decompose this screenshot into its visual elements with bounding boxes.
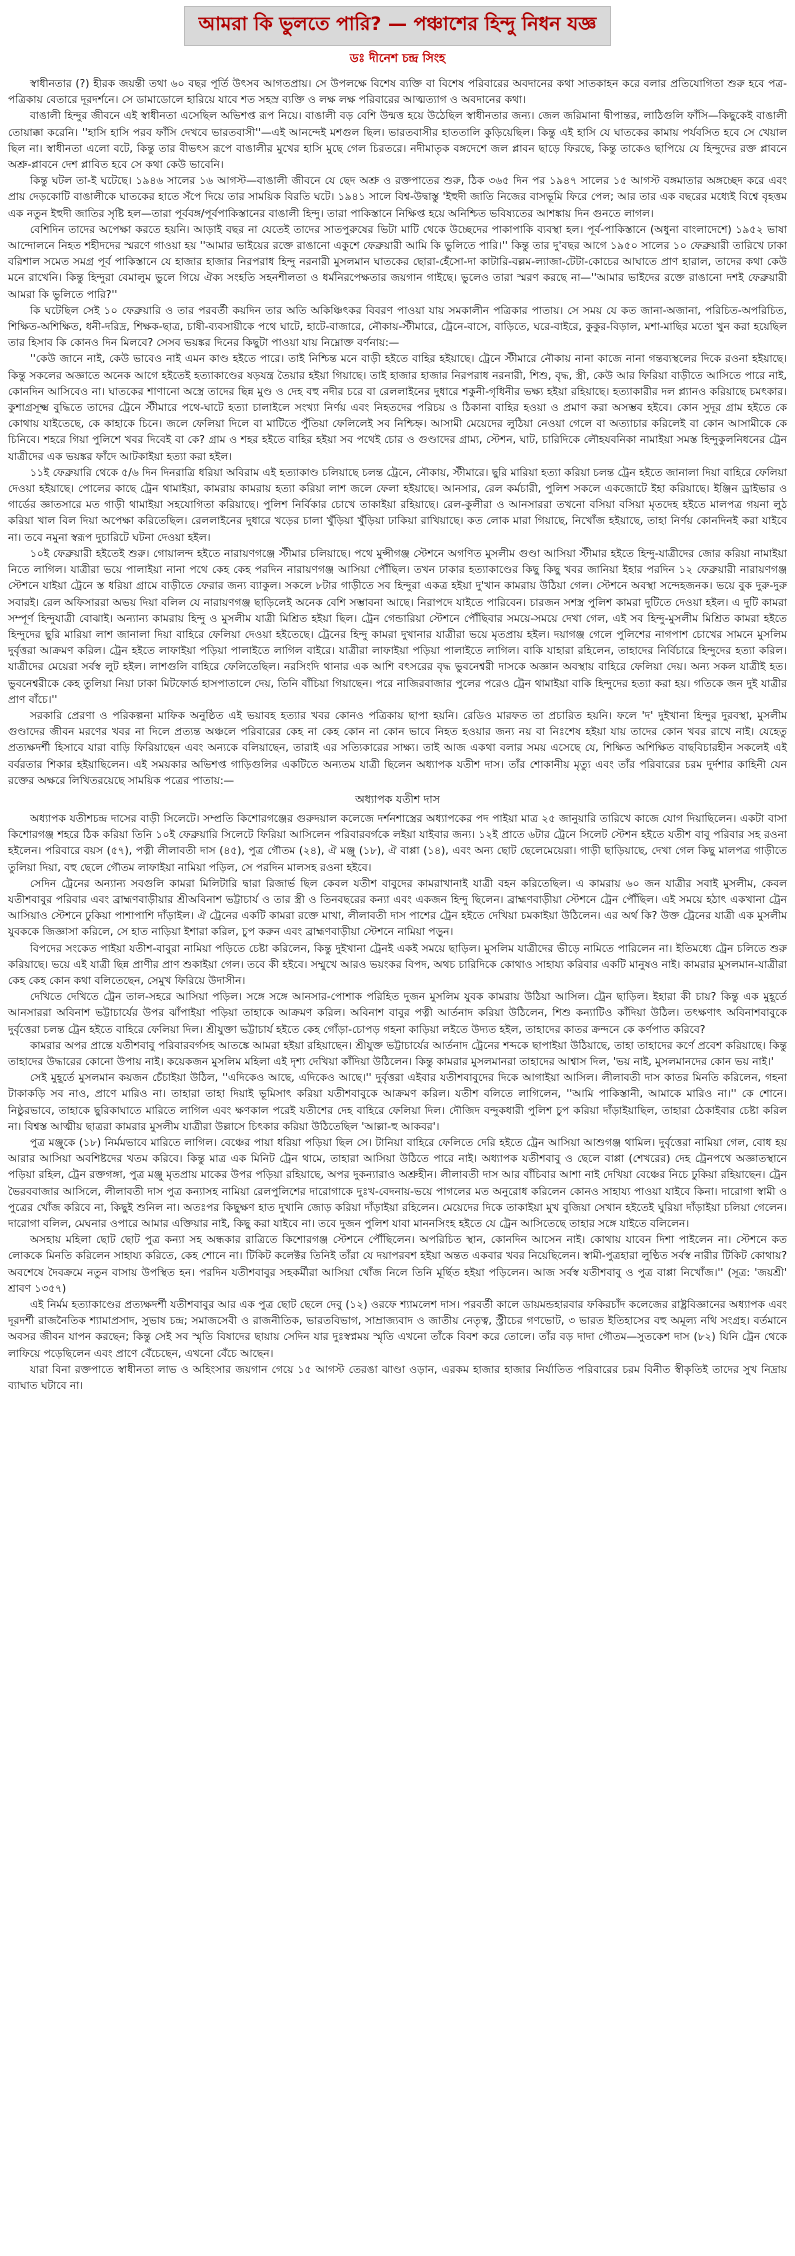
article-author: ডঃ দীনেশ চন্দ্র সিংহ bbox=[349, 51, 446, 65]
paragraph-15: সেই মুহূর্তে মুসলমান কয়জন চেঁচাইয়া উঠিল, ''এদিকেও আছে, এদিকেও আছে।'' দুর্বৃত্তরা এইবার যতীশবাবুদের দিকে আগাইয়া আসিল। লীলাবতী দাস কাতর মিনতি করিলেন, গহনা টাকাকড়ি সব নাও, প্রাণে মারিও না। তাহারা তাহা দিয়াই ভূমিসাৎ করিয়া যতীশবাবুকে আক্রমণ করিল। যতীশ বলিতে লাগিলেন, ''আমি পাকিস্তানী, আমাকে মারিও না।'' কে শোনে। নিষ্ঠুরভাবে, তাহাকে ছুরিকাঘাতে মারিতে লাগিল এবং ক্ষণকাল পরেই যতীশের দেহ বাহিরে ফেলিয়া দিল। দৌজিদ বন্দুকধারী পুলিশ চুপ করিয়া দাঁড়াইয়াছিল, তাহারা ঠেকাইবার চেষ্টা করিল না। বিশ্বস্ত আত্মীয় ছাত্ররা কামরার মুসলীম যাত্রীরা উল্লাসে চিৎকার করিয়া উঠিতেছিল 'আল্লা-হু আকবর'। bbox=[8, 1072, 787, 1133]
article-title: আমরা কি ভুলতে পারি? — পঞ্চাশের হিন্দু নিধন যজ্ঞ bbox=[184, 6, 612, 46]
paragraph-4: বেশিদিন তাদের অপেক্ষা করতে হয়নি। আড়াই বছর না যেতেই তাদের সাতপুরুষের ভিটা মাটি থেকে উচ্ছেদের পাকাপাকি ব্যবস্থা হল। পূর্ব-পাকিস্তানে (অধুনা বাংলাদেশে) ১৯৫২ ভাষা আন্দোলনে নিহত শহীদদের স্মরণে গাওয়া হয় ''আমার ভাইয়ের রক্তে রাঙানো একুশে ফেব্রুয়ারী আমি কি ভুলিতে পারি।'' কিন্তু তার দু'বছর আগে ১৯৫০ সালের ১০ ফেব্রুয়ারী তারিখে ঢাকা বরিশাল সমেত সমগ্র পূর্ব পাকিস্তানে যে হাজার হাজার নিরপরাধ হিন্দু নরনারী মুসলমান ঘাতকের ছোরা-হেঁসো-দা কাটারি-বল্লম-ল্যাজা-টেটা-কোচের আঘাতে প্রাণ হারাল, তাদের কথা কেউ মনে রাখেনি। কিন্তু হিন্দুরা বেমালুম ভুলে গিয়ে ঐক্য সংহতি সহনশীলতা ও ধর্মনিরপেক্ষতার জয়গান গাইছে। ভুলেও তারা স্মরণ করছে না—''আমার ভাইদের রক্তে রাঙানো দশই ফেব্রুয়ারী আমরা কি ভুলিতে পারি?'' bbox=[8, 223, 787, 301]
paragraph-3: কিন্তু ঘটল তা-ই ঘটেছে। ১৯৪৬ সালের ১৬ আগস্ট—বাঙালী জীবনে যে ছেদ অশ্রু ও রক্তপাতের শুরু, ঠিক ৩৬৫ দিন পর ১৯৪৭ সালের ১৫ আগস্ট বঙ্গমাতার অঙ্গচ্ছেদ করে এবং প্রায় দেড়কোটি বাঙালীকে ঘাতকের হাতে সঁপে দিয়ে তার সাময়িক বিরতি ঘটে। ১৯৪১ সালে বিশ্ব-উদ্বাস্তু 'ইহুদী জাতি নিজের বাসভূমি ফিরে পেল; আর তার এক বছরের মধ্যেই বিশ্বে বৃহত্তম এক নতুন ইহুদী জাতির সৃষ্টি হল—তারা পূর্ববঙ্গ/পূর্বপাকিস্তানের বাঙালী হিন্দু। তারা পাকিস্তানে নিক্ষিপ্ত হয়ে অনিশ্চিত ভবিষ্যতের আশঙ্কায় দিন গুনতে লাগল। bbox=[8, 175, 787, 220]
paragraph-6: ''কেউ জানে নাই, কেউ ভাবেও নাই এমন কাণ্ড হইতে পারে। তাই নিশ্চিন্ত মনে বাড়ী হইতে বাহির হইয়াছে। ট্রেনে স্টীমারে নৌকায় নানা কাজে নানা গন্তব্যস্থলের দিকে রওনা হইয়াছে। কিন্তু সকলের অজ্ঞাতে অনেক আগে হইতেই হত্যাকাণ্ডের ষড়যন্ত্র তৈয়ার হইয়া গিয়াছে। তাই হাজার হাজার নিরপরাধ নরনারী, শিশু, বৃদ্ধ, স্ত্রী, কেউ আর ফিরিয়া বাড়ীতে আসিতে পারে নাই, কোনদিন আসিবেও না। ঘাতকের শাণানো অস্ত্রে তাদের ছিন্ন মুণ্ড ও দেহ বহু নদীর চরে বা রেললাইনের দুধারে শকুনী-গৃধিনীর ভক্ষ্য হইয়া রহিয়াছে। হত্যাকারীর দল প্ল্যানও করিয়াছে চমৎকার। কুশাগ্রসূক্ষ্ম বুদ্ধিতে তাদের ট্রেনে স্টীমারে পথে-ঘাটে হত্যা চালাইলে সংখ্যা নির্ণয় এবং নিহতদের পরিচয় ও ঠিকানা বাহির হওয়া ও প্রমাণ করা অসম্ভব হইবে। কোন সুদূর গ্রাম হইতে কে কোথায় যাইতেছে, কে কাহাকে চিনে। জলে ফেলিয়া দিলে বা মাটিতে পুঁতিয়া ফেলিলেই সব নিশ্চিহ্ন। আসামী মেয়েদের লুঠিয়া নেওয়া গেলে বা অত্যাচার করিলেই বা কোন আসামীকে কে চিনিবে। শহরে গিয়া পুলিশে খবর দিবেই বা কে? গ্রাম ও শহর হইতে বাহির হইয়া সব পথেই চোর ও গুণ্ডাদের গ্রাম্য, স্টেশন, ঘাট, চারিদিকে লৌহযবনিকা নামাইয়া সমস্ত হিন্দুকুলনিধনের ট্রেন যাত্রীদের এক ভয়ঙ্কর ফাঁদে আটকাইয়া হত্যা করা হইল। bbox=[8, 353, 787, 463]
paragraph-12: বিপদের সংকেত পাইয়া যতীশ-বাবুরা নামিয়া পড়িতে চেষ্টা করিলেন, কিন্তু দুইখানা ট্রেনই একই সময়ে ছাড়িল। মুসলিম যাত্রীদের ভীড়ে নামিতে পারিলেন না। ইতিমধ্যে ট্রেন চলিতে শুরু করিয়াছে। ভয়ে এই যাত্রী ছিন্ন প্রাণীর প্রাণ শুকাইয়া গেল। তবে কী হইবে। সম্মুখে আরও ভয়ংকর বিপদ, অথচ চারিদিকে কোথাও সাহায্য করিবার একটি মানুষও নাই। কামরার মুসলমান-যাত্রীরা কেহ কেহ কোন কথা বলিতেছেন, সেমুখ ফিরিয়ে উদাসীন। bbox=[8, 942, 787, 987]
paragraph-16: পুত্র মঞ্জুকে (১৮) নির্মমভাবে মারিতে লাগিল। বেঞ্চের পায়া ধরিয়া পড়িয়া ছিল সে। টানিয়া বাহিরে ফেলিতে দেরি হইতে ট্রেন আসিয়া আশুগঞ্জ থামিল। দুর্বৃত্তেরা নামিয়া গেল, বোধ হয় আরার আসিয়া অবশিষ্টদের খতম করিবে। কিন্তু মাত্র এক মিনিট ট্রেন থামে, তাহারা আসিয়া উঠিতে পারে নাই। অধ্যাপক যতীশবাবু ও ছেলে বাপ্পা (শেখরের) দেহ ট্রেনপথে অজ্ঞাতস্থানে পড়িয়া রহিল, ট্রেন রক্তগঙ্গা, পুত্র মঞ্জু মৃতপ্রায় মাকের উপর পড়িয়া রহিয়াছে, অপর দুকন্যারাও অশ্রুহীন। লীলাবতী দাস আর বাঁচিবার আশা নাই দেখিয়া বেঞ্চের নিচে ঢুকিয়া রহিয়াছেন। ট্রেন ভৈরববাজার আসিলে, লীলাবতী দাস পুত্র কন্যাসহ নামিয়া রেলপুলিশের দারোগাকে দুঃখ-বেদনায়-ভয়ে পাগলের মত অনুরোধ করিলেন কোনও সাহায্য পাওয়া যাইবে কিনা। দারোগা স্বামী ও পুত্রের খোঁজ করিবে না, কিছুই শুনিল না। অতঃপর কিছুক্ষণ হাত দুখানি জোড় করিয়া দাঁড়াইয়া রহিলেন। মেয়েদের দিকে তাকাইয়া মুখ বুজিয়া সেখান হইতেই ঘুরিয়া দাঁড়াইয়া চলিয়া গেলেন। দারোগা বলিল, মেঘনার ওপারে আমার এক্তিয়ার নাই, কিছু করা যাইবে না। তবে দুজন পুলিশ যাবা মাননসিংহ হইতে যে ট্রেন আসিতেছে তাহার সঙ্গে যাইতে বলিলেন। bbox=[8, 1137, 787, 1231]
title-wrap bbox=[8, 6, 787, 46]
paragraph-1: স্বাধীনতার (?) হীরক জয়ন্তী তথা ৬০ বছর পূর্তি উৎসব আগতপ্রায়। সে উপলক্ষে বিশেষ ব্যক্তি বা বিশেষ পরিবারের অবদানের কথা সাতকাহন করে বলার প্রতিযোগিতা শুরু হবে পত্র-পত্রিকায় বেতারে দূরদর্শনে। সে ডামাডোলে হারিয়ে যাবে শত সহস্র ব্যক্তি ও লক্ষ লক্ষ পরিবারের আত্মত্যাগ ও অবদানের কথা। bbox=[8, 78, 787, 107]
paragraph-13: দেখিতে দেখিতে ট্রেন তাল-সহরে আসিয়া পড়িল। সঙ্গে সঙ্গে আনসার-পোশাক পরিহিত দুজন মুসলিম যুবক কামরায় উঠিয়া আসিল। ট্রেন ছাড়িল। ইহারা কী চায়? কিন্তু এক মুহূর্তে আনসাররা অবিনাশ ভট্টাচার্যের উপর ঝাঁপাইয়া পড়িয়া তাহাকে আক্রমণ করিল। অবিনাশ বাবুর পত্নী আর্তনাদ করিয়া উঠিলেন, শিশু কন্যাটিও কাঁদিয়া উঠিল। তৎক্ষণাৎ অবিনাশবাবুকে দুর্বৃত্তেরা চলন্ত ট্রেন হইতে বাহিরে ফেলিয়া দিল। শ্রীযুক্তা ভট্টাচার্য হইতে কেহ গোঁড়া-চোপড় গহনা কাড়িয়া লইতে উদ্যত হইল, তাহাদের কাতর ক্রন্দনে কে কর্ণপাত করিবে? bbox=[8, 991, 787, 1036]
paragraph-8: ১০ই ফেব্রুয়ারী হইতেই শুরু। গোয়ালন্দ হইতে নারায়ণগঞ্জে স্টীমার চলিয়াছে। পথে মুন্সীগঞ্জ স্টেশনে অগণিত মুসলীম গুণ্ডা আসিয়া স্টীমার হইতে হিন্দু-যাত্রীদের জোর করিয়া নামাইয়া নিতে লাগিল। যাত্রীরা ভয়ে পালাইয়া নানা পথে কেহ কেহ পরদিন নারায়ণগঞ্জ আসিয়া পৌঁছিল। তখন ঢাকার হত্যাকাণ্ডের কিছু কিছু খবর জানিয়া ইহার পরদিন ১২ ফেব্রুয়ারী নারায়ণগঞ্জ স্টেশনে যাইয়া ট্রেনে স্ত ধরিয়া গ্রামে বাড়ীতে ফেরার জন্য ব্যাকুল। সকলে ৮টার গাড়ীতে সব হিন্দুরা একত্র হইয়া দু'খান কামরায় উঠিয়া গেল। স্টেশনে অবস্থা সন্দেহজনক। ভয়ে বুক দুরু-দুরু সবারই। রেল অফিসাররা অভয় দিয়া বলিল যে নারায়ণগঞ্জ ছাড়িলেই অনেক বেশি সম্ভাবনা আছে। নিরাপদে যাইতে পারিবেন। চারজন সশস্ত্র পুলিশ কামরা দুটিতে দেওয়া হইল। এ দুটি কামরা সম্পূর্ণ হিন্দুযাত্রী বোঝাই। অন্যান্য কামরায় হিন্দু ও মুসলীম যাত্রী মিশ্রিত হইয়া ছিল। ট্রেন গেন্ডারিয়া স্টেশনে পৌঁছিবার সময়ে-সময়ে দেখা গেল, এই সব হিন্দু-মুসলীম মিশ্রিত কামরা হইতে হিন্দুদের ছুরি মারিয়া লাশ জানালা দিয়া বাহিরে ফেলিয়া দেওয়া হইতেছে। ট্রেনের হিন্দু কামরা দুখানার যাত্রীরা ভয়ে মৃতপ্রায় হইল। দয়াগঞ্জ গেলে পুলিশের নাগপাশ চোখের সামনে মুসলিম দুর্বৃত্তরা আক্রমণ করিল। ট্রেন হইতে লাফাইয়া পড়িয়া পালাইতে লাগিল বাইরে। যাত্রীরা লাফাইয়া পড়িয়া পালাইতে লাগিল। বাকি যাহারা রহিলেন, তাহাদের নির্বিচারে হিন্দুদের হত্যা করিল। যাত্রীদের মেয়েরা সর্বস্ব লুট হইল। লাশগুলি বাহিরে ফেলিতেছিল। নরসিংদি থানার এক আশি বৎসরের বৃদ্ধ ভুবনেশ্বরী দাসকে অজ্ঞান অবস্থায় বাহিরে ফেলিয়া দেয়। অন্য সকল যাত্রীই হত। ভুবনেশ্বরীকে কেহ তুলিয়া নিয়া ঢাকা মিটফোর্ড হাসপাতালে দেয়, তিনি বাঁচিয়া গিয়াছেন। পরে নাজিরবাজার পুলের পরেও ট্রেন থামাইয়া বাকি হিন্দুদের হত্যা করা হয়। গতিকে জন দুই যাত্রীর প্রাণ বাঁচে।'' bbox=[8, 547, 787, 706]
paragraph-10: অধ্যাপক যতীশচন্দ্র দাসের বাড়ী সিলেটে। সম্প্রতি কিশোরগঞ্জের গুরুদয়াল কলেজে দর্শনশাস্ত্রের অধ্যাপকের পদ পাইয়া মাত্র ২৫ জানুয়ারি তারিখে কাজে যোগ দিয়াছিলেন। একটা বাসা কিশোরগঞ্জ শহরে ঠিক করিয়া তিনি ১০ই ফেব্রুয়ারি সিলেটে ফিরিয়া আসিলেন পরিবারবর্গকে লইয়া যাইবার জন্য। ১২ই প্রাতে ৬টার ট্রেনে সিলেট স্টেশন হইতে যতীশ বাবু পরিবার সহ রওনা হইলেন। পরিবারে বয়স (৫৭), পত্নী লীলাবতী দাস (৪৫), পুত্র গৌতম (২৪), ঐ মঞ্জু (১৮), ঐ বাপ্পা (১৪), এবং অন্য ছোট ছেলেমেয়েরা। গাড়ী ছাড়িয়াছে, দেখা গেল কিছু মালপত্র গাড়ীতে তুলিয়া দিয়া, বহু ছেলে গৌতম লাফাইয়া নামিয়া পড়িল, সে পরদিন মালসহ রওনা হইবে। bbox=[8, 812, 787, 874]
section-subhead: অধ্যাপক যতীশ দাস bbox=[355, 792, 440, 806]
paragraph-18: এই নির্মম হত্যাকাণ্ডের প্রত্যক্ষদর্শী যতীশবাবুর আর এক পুত্র ছোট ছেলে দেবু (১২) ওরফে শ্যামলেশ দাস। পরবর্তী কালে ডায়মন্ডহারবার ফকিরচাঁদ কলেজের রাষ্ট্রবিজ্ঞানের অধ্যাপক এবং দূরদর্শী রাজনৈতিক শ্যামাপ্রসাদ, সুভাষ চন্দ্র; সমাজসেবী ও রাজনীতিক, ভারতবিভাগ, সাম্রাজ্যবাদ ও জাতীয় নেতৃত্ব, স্ট্রীচের গণভোট, ৩ ভারত ইতিহাসের বহু অমূল্য নথি সংগ্রহ। বর্তমানে অবসর জীবন যাপন করছেন; কিন্তু সেই সব স্মৃতি বিষাদের ছায়ায় সেদিন যার দুঃস্বপ্নময় স্মৃতি এখনো তাঁকে বিবশ করে তোলে। তাঁর বড় দাদা গৌতম—সুতকেশ দাস (৮২) যিনি ট্রেন থেকে লাফিয়ে পড়েছিলেন এবং প্রাণে বেঁচেছেন, এখনো বেঁচে আছেন। bbox=[8, 1299, 787, 1360]
paragraph-17: অসহায় মহিলা ছোট ছোট পুত্র কন্যা সহ অন্ধকার রাত্রিতে কিশোরগঞ্জ স্টেশনে পৌঁছিলেন। অপরিচিত স্থান, কোনদিন আসেন নাই। কোথায় যাবেন দিশা পাইলেন না। স্টেশনে কত লোককে মিনতি করিলেন সাহায্য করিতে, কেহ শোনে না। টিকিট কলেক্টর তিনিই তাঁরা যে দয়াপরবশ হইয়া অন্তত একবার খবর নিয়েছিলেন। স্বামী-পুত্রহারা লুণ্ঠিত সর্বস্ব নারীর টিকিট কোথায়? অবশেষে দৈবক্রমে নতুন বাসায় উপস্থিত হন। পরদিন যতীশবাবুর সহকর্মীরা আসিয়া খোঁজ নিলে তিনি মূর্ছিত হইয়া পড়িলেন। আজ সর্বস্ব যতীশবাবু ও পুত্র বাপ্পা নিখোঁজ।'' (সূত্র: 'জয়শ্রী' শ্রাবণ ১৩৫৭) bbox=[8, 1234, 787, 1295]
paragraph-19: যারা বিনা রক্তপাতে স্বাধীনতা লাভ ও অহিংসার জয়গান গেয়ে ১৫ আগস্ট তেরঙা ঝাণ্ডা ওড়ান, এরকম হাজার হাজার নির্যাতিত পরিবারের চরম বিনীত স্বীকৃতিই তাদের সুখ নিদ্রায় ব্যাঘাত ঘটাবে না। bbox=[8, 1363, 787, 1393]
paragraph-9: সরকারি প্রেরণা ও পরিকল্পনা মাফিক অনুষ্ঠিত এই ভয়াবহ হত্যার খবর কোনও পত্রিকায় ছাপা হয়নি। রেডিও মারফত তা প্রচারিত হয়নি। ফলে 'দ' দুইখানা হিন্দুর দুরবস্থা, মুসলীম গুণ্ডাদের জীবন মরণের খবর না দিলে প্রত্যন্ত অঞ্চলে পরিবারের কেহ না কেহ কোন না কোন ভাবে নিহত হওয়ার জন্য নয় বা নিঃশেষ হইয়া যায় তাদের কোন খবর রাখে নাই। যেহেতু প্রত্যক্ষদর্শী হিসাবে যারা বাড়ি ফিরিয়াছেন এবং অন্যকে বলিয়াছেন, তারাই এর সত্যিকারের সাক্ষ্য। তাই আজ একথা বলার সময় এসেছে যে, শিক্ষিত অশিক্ষিত বাছবিচারহীন সকলেই এই বর্বরতার শিকার হইয়াছিলেন। এই সময়কার অভিশপ্ত গাড়িগুলির একটিতে অন্যতম যাত্রী ছিলেন অধ্যাপক যতীশ দাস। তাঁর শোকানীয় মৃত্যু এবং তাঁর পরিবারের চরম দুর্দশার কাহিনী যেন রক্তের অক্ষরে লিখিতরয়েছে সাময়িক পত্রের পাতায়:— bbox=[8, 709, 787, 787]
paragraph-2: বাঙালী হিন্দুর জীবনে এই স্বাধীনতা এসেছিল অভিশপ্ত রূপ নিয়ে। বাঙালী বড় বেশি উন্মত্ত হয়ে উঠেছিল স্বাধীনতার জন্য। জেল জরিমানা দ্বীপান্তর, লাঠিগুলি ফাঁসি—কিছুকেই বাঙালী তোয়াক্কা করেনি। ''হাসি হাসি পরব ফাঁসি দেখবে ভারতবাসী''—এই আনন্দেই মশগুল ছিল। ভারতবাসীর হাততালি কুড়িয়েছিল। কিন্তু এই হাসি যে ঘাতকের কামায় পর্যবসিত হবে সে খেয়াল ছিল না। স্বাধীনতা এলো বটে, কিন্তু তার বীভৎস রূপে বাঙালীর মুখের হাসি মুছে গেল চিরতরে। নদীমাতৃক বঙ্গদেশে জল প্লাবন ছাড়ে ফিরছে, কিন্তু তাকেও ছাপিয়ে যে হিন্দুদের রক্ত প্লাবনে অশ্রু-প্লাবনে দেশ প্লাবিত হবে সে কথা কেউ ভাবেনি। bbox=[8, 110, 788, 172]
paragraph-7: ১১ই ফেব্রুয়ারি থেকে ৫/৬ দিন দিনরাত্রি ধরিয়া অবিরাম এই হত্যাকাণ্ড চলিয়াছে চলন্ত ট্রেনে, নৌকায়, স্টীমারে। ছুরি মারিয়া হত্যা করিয়া চলন্ত ট্রেন হইতে জানালা দিয়া বাহিরে ফেলিয়া দেওয়া হইয়াছে। পোলের কাছে ট্রেন থামাইয়া, কামরায় কামরায় হত্যা করিয়া লাশ জলে ফেলা হইয়াছে। আনসার, রেল কর্মচারী, পুলিশ সকলে একজোটে ইহা করিয়াছে। ইঞ্জিন ড্রাইভার ও গার্ডের জ্ঞাতসারে মত গাড়ী থামাইয়া সহযোগিতা করিয়াছে। পুলিশ নির্বিকার চোখে তাকাইয়া রহিয়াছে। রেল-কুলীরা ও আনসাররা তখনো বসিয়া বসিয়া মৃতদেহ হইতে মালপত্র গয়না লুঠ করিয়া খাল বিল দিয়া অপেক্ষা করিতেছিল। রেললাইনের দুধারে খড়ের চালা খুঁড়িয়া খুঁড়িয়া ঢাকিয়া রাখিয়াছে। কত লোক মারা গিয়াছে, নিখোঁজ হইয়াছে, তাহা নির্ণয় কোনদিনই করা যাইবে না। তবে নমুনা স্বরূপ দুচারিটে ঘটনা দেওয়া হইল। bbox=[8, 466, 787, 544]
paragraph-14: কামরার অপর প্রান্তে যতীশবাবু পরিবারবর্গসহ আতঙ্কে আমরা হইয়া রহিয়াছেন। শ্রীযুক্ত ভট্টাচার্যের আর্তনাদ ট্রেনের শব্দকে ছাপাইয়া উঠিয়াছে, তাহা তাহাদের কর্ণে প্রবেশ করিয়াছে। কিন্তু তাহাদের উদ্ধারের কোনো উপায় নাই। কয়েকজন মুসলিম মহিলা এই দৃশ্য দেখিয়া কাঁদিয়া উঠিলেন। কিন্তু কামরার মুসলমানরা তাহাদের আশ্বাস দিল, 'ভয় নাই, মুসলমানদের কোন ভয় নাই।' bbox=[8, 1039, 787, 1068]
paragraph-5: কি ঘটেছিল সেই ১০ ফেব্রুয়ারি ও তার পরবর্তী কয়দিন তার অতি অকিঞ্চিৎকর বিবরণ পাওয়া যায় সমকালীন পত্রিকার পাতায়। সে সময় যে কত জানা-অজানা, পরিচিত-অপরিচিত, শিক্ষিত-অশিক্ষিত, ধনী-দরিদ্র, শিক্ষক-ছাত্র, চাষী-ব্যবসায়ীকে পথে ঘাটে, হাটে-বাজারে, নৌকায়-স্টীমারে, ট্রেনে-বাসে, বাড়িতে, ঘরে-বাইরে, কুকুর-বিড়াল, মশা-মাছির মতো খুন করা হয়েছিল তার হিসাব কি কোনও দিন মিলবে? সেসব ভয়ঙ্কর দিনের কিছুটা পাওয়া যায় নিম্নোক্ত বর্ণনায়:— bbox=[8, 304, 787, 350]
paragraph-11: সেদিন ট্রেনের অন্যান্য সবগুলি কামরা মিলিটারি দ্বারা রিজার্ভ ছিল কেবল যতীশ বাবুদের কামরাখানাই যাত্রী বহন করিতেছিল। এ কামরায় ৬০ জন যাত্রীর সবাই মুসলীম, কেবল যতীশবাবুর পরিবার এবং ব্রাহ্মণবাড়ীয়ার শ্রীঅবিনাশ ভট্টাচার্য ও তার স্ত্রী ও তিনবছরের কন্যা এবং একজন হিন্দু ছিলেন। ব্রাহ্মণবাড়ীয়া স্টেশনে ট্রেন পৌঁছিল। এই সময়ে হঠাৎ একখানা ট্রেন আসিয়াও স্টেশনে ঢুকিয়া পাশাপাশি দাঁড়াইল। ঐ ট্রেনের একটি কামরা রক্তে মাখা, লীলাবতী দাস পাশের ট্রেন হইতে দেখিয়া চমকাইয়া উঠিলেন। এর অর্থ কি? উক্ত ট্রেনের যাত্রী এক মুসলীম যুবককে জিজ্ঞাসা করিলে, সে হাত নাড়িয়া ইশারা করিল, চুপ করুন এবং ব্রাহ্মণবাড়ীয়া স্টেশনে নামিয়া পড়ুন। bbox=[8, 877, 787, 939]
